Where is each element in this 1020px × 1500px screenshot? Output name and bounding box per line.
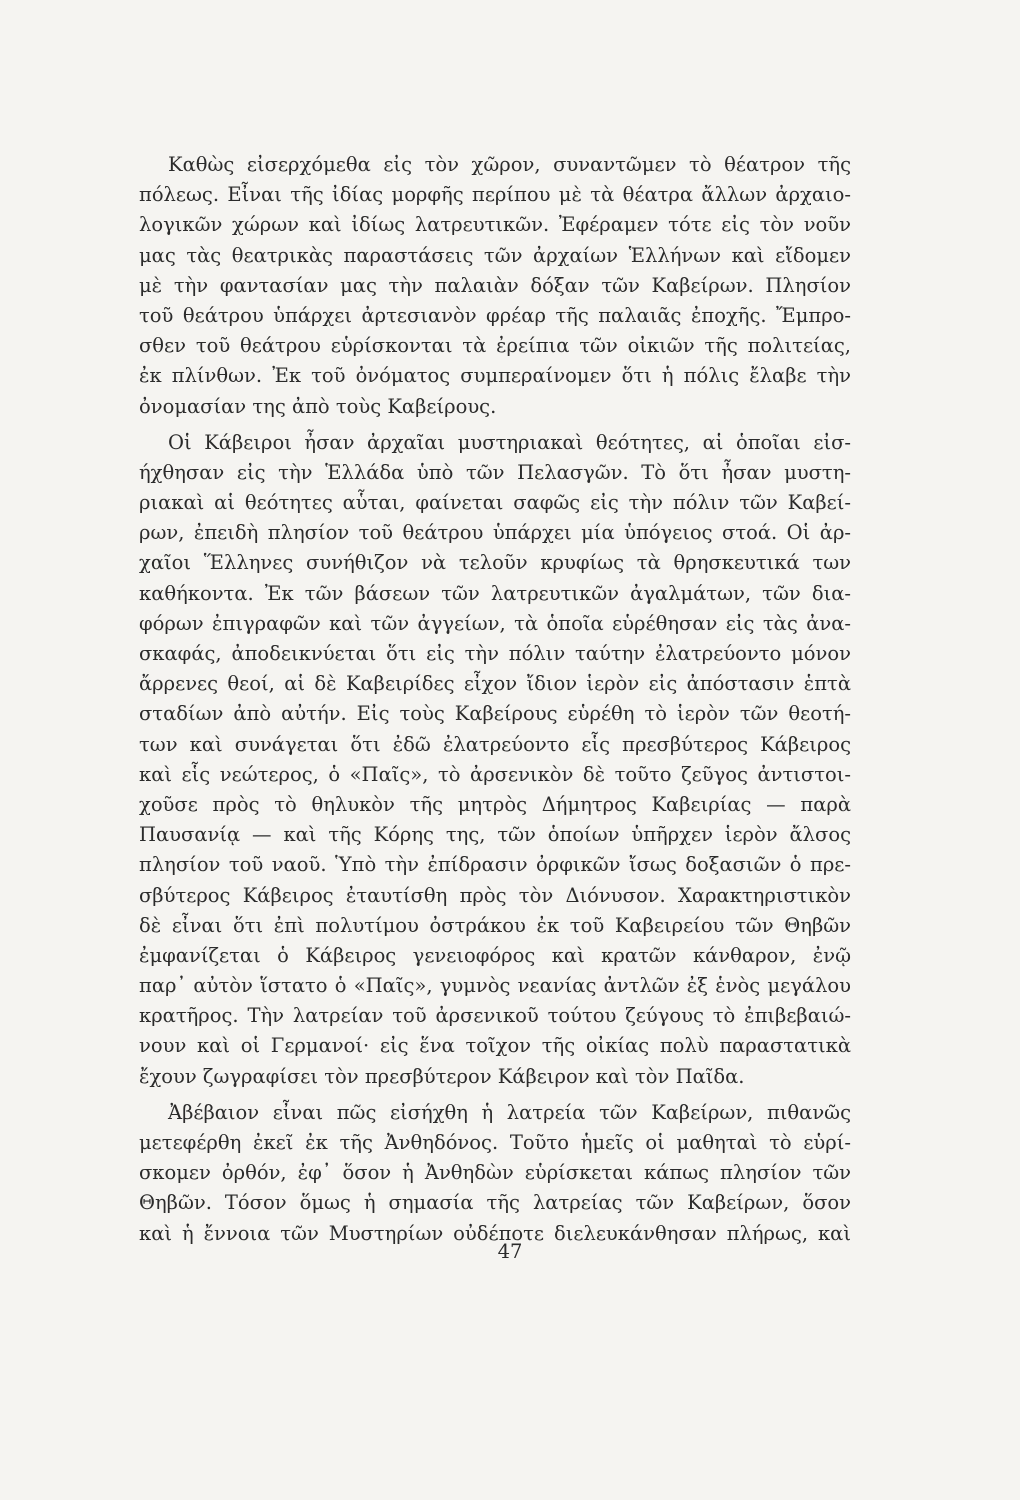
text-line: ἔχουν ζωγραφίσει τὸν πρεσβύτερον Κάβειρον καὶ τὸν Παῖδα. [139,1064,745,1088]
text-line: Θηβῶν. Τόσον ὅμως ἡ σημασία τῆς λατρείας τῶν Καβείρων, ὅσον [139,1191,851,1215]
text-line: Οἱ Κάβειροι ἦσαν ἀρχαῖαι μυστηριακαὶ θεότητες, αἱ ὁποῖαι εἰσ- [168,430,851,454]
text-line: ἄρρενες θεοί, αἱ δὲ Καβειρίδες εἶχον ἴδιον ἱερὸν εἰς ἀπόστασιν ἑπτὰ [139,672,851,696]
body-text [139,150,851,1249]
text-line: σβύτερος Κάβειρος ἐταυτίσθη πρὸς τὸν Διόνυσον. Χαρακτηριστικὸν [139,883,851,907]
text-line: ήχθησαν εἰς τὴν Ἑλλάδα ὑπὸ τῶν Πελασγῶν. Τὸ ὅτι ἦσαν μυστη- [139,460,851,484]
text-line: μετεφέρθη ἐκεῖ ἐκ τῆς Ἀνθηδόνος. Τοῦτο ἡμεῖς οἱ μαθηταὶ τὸ εὑρί- [139,1131,851,1154]
paragraph-1 [139,150,851,422]
text-line: ρων, ἐπειδὴ πλησίον τοῦ θεάτρου ὑπάρχει μία ὑπόγειος στοά. Οἱ ἀρ- [139,521,851,545]
text-line: πόλεως. Εἶναι τῆς ἰδίας μορφῆς περίπου μὲ τὰ θέατρα ἄλλων ἀρχαιο- [139,183,851,207]
text-line: νουν καὶ οἱ Γερμανοί· εἰς ἕνα τοῖχον τῆς οἰκίας πολὺ παραστατικὰ [139,1034,851,1058]
text-line: καὶ εἷς νεώτερος, ὁ «Παῖς», τὸ ἀρσενικὸν δὲ τοῦτο ζεῦγος ἀντιστοι- [139,762,851,786]
text-line: μας τὰς θεατρικὰς παραστάσεις τῶν ἀρχαίων Ἑλλήνων καὶ εἴδομεν [139,243,851,267]
text-line: δὲ εἶναι ὅτι ἐπὶ πολυτίμου ὀστράκου ἐκ τοῦ Καβειρείου τῶν Θηβῶν [139,913,851,937]
text-line: καὶ ἡ ἔννοια τῶν Μυστηρίων οὐδέποτε διελευκάνθησαν πλήρως, καὶ [139,1221,851,1245]
text-line: χοῦσε πρὸς τὸ θηλυκὸν τῆς μητρὸς Δήμητρος Καβειρίας — παρὰ [139,792,851,816]
text-line: πλησίον τοῦ ναοῦ. Ὑπὸ τὴν ἐπίδρασιν ὀρφικῶν ἴσως δοξασιῶν ὁ πρε- [139,853,851,877]
paragraph-3 [139,1098,851,1249]
text-line: σταδίων ἀπὸ αὐτήν. Εἰς τοὺς Καβείρους εὑρέθη τὸ ἱερὸν τῶν θεοτή- [139,702,851,726]
text-line: ριακαὶ αἱ θεότητες αὗται, φαίνεται σαφῶς εἰς τὴν πόλιν τῶν Καβεί- [139,491,851,515]
text-line: Καθὼς εἰσερχόμεθα εἰς τὸν χῶρον, συναντῶμεν τὸ θέατρον τῆς [168,153,851,176]
text-line: των καὶ συνάγεται ὅτι ἐδῶ ἐλατρεύοντο εἷς πρεσβύτερος Κάβειρος [139,732,851,756]
text-line: Ἀβέβαιον εἶναι πῶς εἰσήχθη ἡ λατρεία τῶν Καβείρων, πιθανῶς [168,1100,851,1124]
text-line: λογικῶν χώρων καὶ ἰδίως λατρευτικῶν. Ἐφέραμεν τότε εἰς τὸν νοῦν [139,213,851,237]
text-line: παρ᾽ αὐτὸν ἵστατο ὁ «Παῖς», γυμνὸς νεανίας ἀντλῶν ἐξ ἑνὸς μεγάλου [139,974,851,998]
text-line: Παυσανίᾳ — καὶ τῆς Κόρης της, τῶν ὁποίων ὑπῆρχεν ἱερὸν ἄλσος [139,823,851,847]
text-line: τοῦ θεάτρου ὑπάρχει ἀρτεσιανὸν φρέαρ τῆς παλαιᾶς ἐποχῆς. Ἔμπρο- [139,303,851,327]
text-line: ἐμφανίζεται ὁ Κάβειρος γενειοφόρος καὶ κρατῶν κάνθαρον, ἐνῷ [139,943,851,967]
text-line: καθήκοντα. Ἐκ τῶν βάσεων τῶν λατρευτικῶν ἀγαλμάτων, τῶν δια- [139,581,851,605]
text-line: σκαφάς, ἀποδεικνύεται ὅτι εἰς τὴν πόλιν ταύτην ἐλατρεύοντο μόνον [139,642,851,665]
page-number: 47 [497,1240,523,1263]
text-line: μὲ τὴν φαντασίαν μας τὴν παλαιὰν δόξαν τῶν Καβείρων. Πλησίον [139,273,851,297]
text-line: ὀνομασίαν της ἀπὸ τοὺς Καβείρους. [139,394,497,418]
paragraph-2 [139,428,851,1092]
text-line: φόρων ἐπιγραφῶν καὶ τῶν ἀγγείων, τὰ ὁποῖα εὑρέθησαν εἰς τὰς ἀνα- [139,611,851,635]
text-line: σκομεν ὀρθόν, ἐφ᾽ ὅσον ἡ Ἀνθηδὼν εὑρίσκεται κάπως πλησίον τῶν [139,1161,851,1185]
text-line: κρατῆρος. Τὴν λατρείαν τοῦ ἀρσενικοῦ τούτου ζεύγους τὸ ἐπιβεβαιώ- [139,1004,851,1028]
text-line: χαῖοι Ἕλληνες συνήθιζον νὰ τελοῦν κρυφίως τὰ θρησκευτικά των [139,551,851,575]
text-line: ἐκ πλίνθων. Ἐκ τοῦ ὀνόματος συμπεραίνομεν ὅτι ἡ πόλις ἔλαβε τὴν [139,364,851,388]
text-line: σθεν τοῦ θεάτρου εὑρίσκονται τὰ ἐρείπια τῶν οἰκιῶν τῆς πολιτείας, [139,334,851,358]
